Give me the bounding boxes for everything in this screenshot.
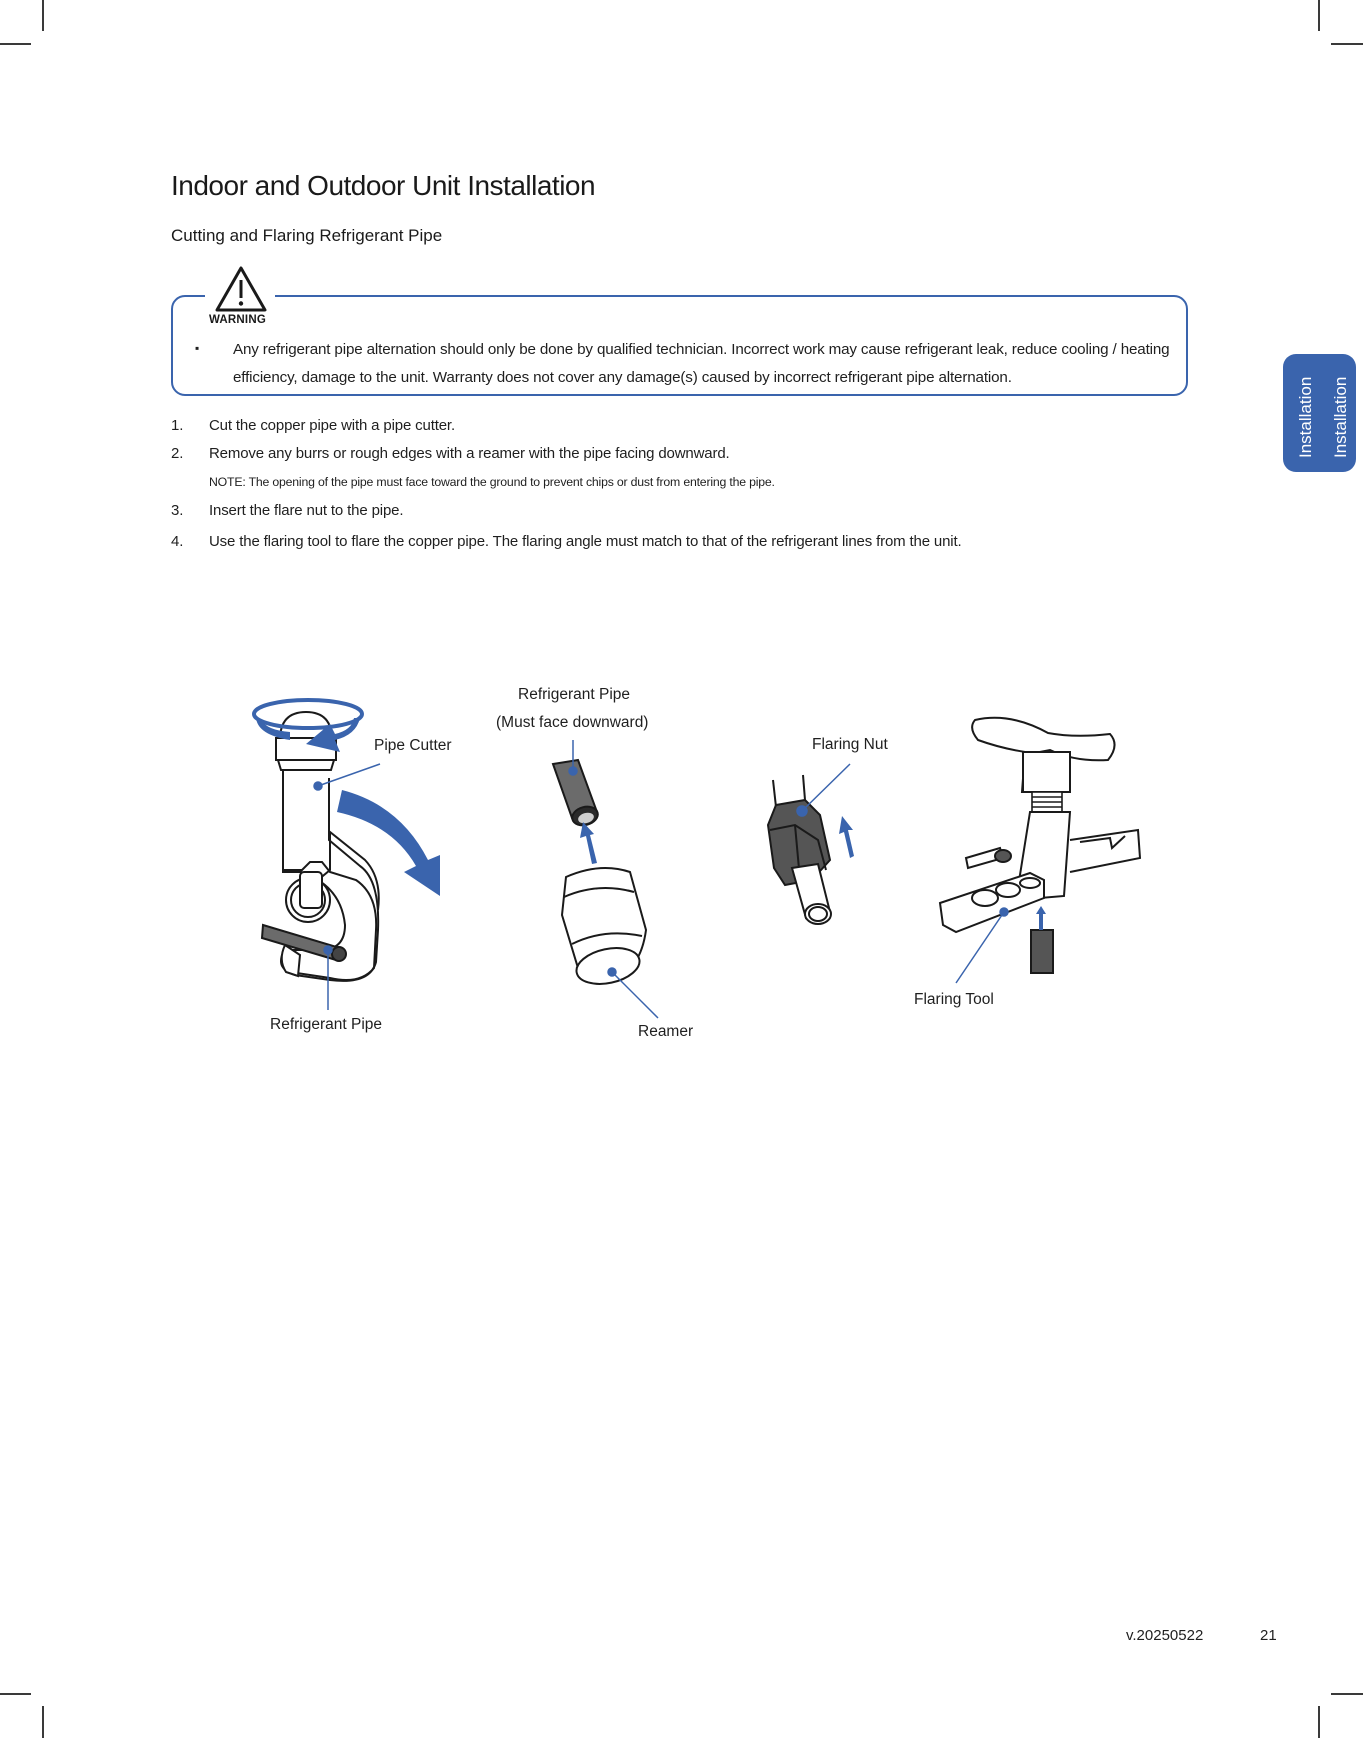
crop-mark: [42, 1706, 44, 1738]
up-arrow-icon: [580, 822, 597, 864]
step-text: Cut the copper pipe with a pipe cutter.: [209, 417, 455, 434]
up-arrow-icon: [1036, 906, 1046, 930]
page-number: 21: [1260, 1627, 1277, 1644]
step-note: NOTE: The opening of the pipe must face toward the ground to prevent chips or dust from entering the pipe.: [209, 475, 775, 489]
warning-text: Any refrigerant pipe alternation should only be done by qualified technician. Incorrect work may cause refrigerant leak, reduce cooling / heating efficiency, damage to the unit. Warranty does not cover any damage(s) caused by incorrect refrigerant pipe alternation.: [233, 341, 1170, 386]
step-number: 4.: [171, 533, 184, 550]
reamer-figure: [562, 868, 646, 989]
label-refrigerant-pipe-top: Refrigerant Pipe: [518, 686, 631, 703]
label-must-face-downward: (Must face downward): [496, 714, 649, 731]
crop-mark: [1331, 1693, 1363, 1695]
step-text: Use the flaring tool to flare the copper pipe. The flaring angle must match to that of the refrigerant lines from the unit.: [209, 533, 962, 550]
side-tab-label: Installation: [1296, 376, 1315, 458]
page-title: Indoor and Outdoor Unit Installation: [171, 170, 596, 201]
warning-label: WARNING: [209, 314, 266, 326]
up-arrow-icon: [839, 816, 854, 858]
flaring-tool-figure: [940, 718, 1140, 932]
document-version: v.20250522: [1126, 1627, 1204, 1644]
step-number: 2.: [171, 445, 184, 462]
label-pipe-cutter: Pipe Cutter: [374, 737, 452, 754]
side-tab-label: Installation: [1331, 376, 1350, 458]
step-text: Insert the flare nut to the pipe.: [209, 502, 404, 519]
flaring-nut-figure: [768, 775, 831, 924]
label-refrigerant-pipe: Refrigerant Pipe: [270, 1016, 383, 1033]
bullet-icon: ▪: [195, 341, 200, 355]
rotate-arrow-icon: [254, 700, 362, 752]
flare-pipe-shape: [1031, 930, 1053, 973]
section-subtitle: Cutting and Flaring Refrigerant Pipe: [171, 226, 443, 245]
crop-mark: [1318, 1706, 1320, 1738]
label-reamer: Reamer: [638, 1023, 694, 1040]
crop-mark: [0, 1693, 31, 1695]
label-flaring-nut: Flaring Nut: [812, 736, 888, 753]
step-number: 1.: [171, 417, 184, 434]
step-text: Remove any burrs or rough edges with a reamer with the pipe facing downward.: [209, 445, 730, 462]
step-number: 3.: [171, 502, 184, 519]
label-flaring-tool: Flaring Tool: [914, 991, 994, 1008]
